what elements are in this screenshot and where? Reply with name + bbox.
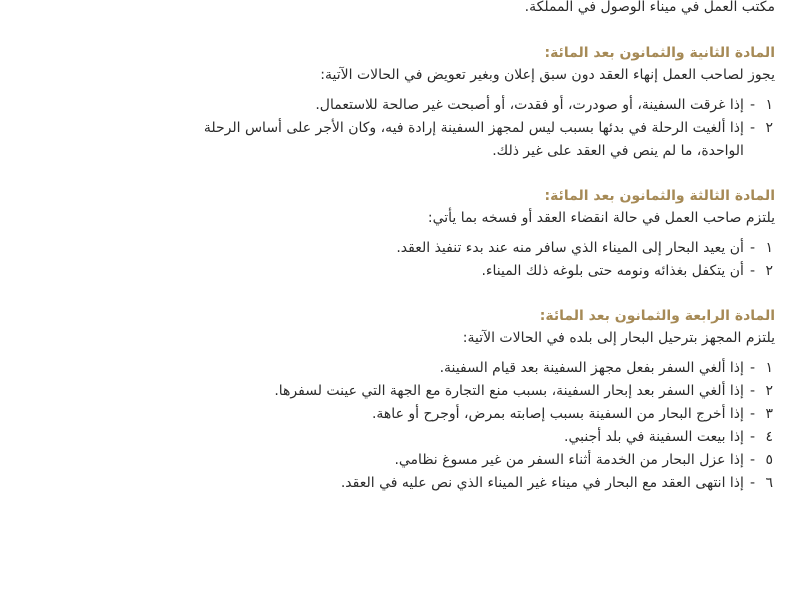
article-lead: يلتزم صاحب العمل في حالة انقضاء العقد أو فسخه بما يأتي:: [427, 210, 775, 226]
clause-number: ٣: [765, 406, 773, 422]
clause-dash: -: [749, 452, 755, 468]
clause-item: [15, 426, 775, 449]
clause-text: إذا ألغي السفر بعد إبحار السفينة، بسبب منع التجارة مع الجهة التي عينت لسفرها.: [274, 383, 744, 399]
clause-dash: -: [749, 475, 755, 491]
clause-dash: -: [749, 240, 755, 256]
clause-item: [15, 403, 775, 426]
clause-text: أن يتكفل بغذائه ونومه حتى بلوغه ذلك الميناء.: [481, 263, 744, 279]
clause-number: ٥: [765, 452, 773, 468]
article-lead: يجوز لصاحب العمل إنهاء العقد دون سبق إعلان وبغير تعويض في الحالات الآتية:: [320, 67, 775, 83]
clause-text: إذا ألغيت الرحلة في بدئها بسبب ليس لمجهز السفينة إرادة فيه، وكان الأجر على أساس الرحلة الواحدة، ما لم ينص في العقد على غير ذلك.: [203, 120, 744, 159]
clause-number: ١: [765, 97, 773, 113]
article-183: [15, 185, 775, 283]
article-184: [15, 305, 775, 495]
clause-dash: -: [749, 120, 755, 136]
clause-number: ٤: [765, 429, 773, 445]
document-page: [15, 0, 775, 517]
clause-list: [15, 357, 775, 495]
clause-dash: -: [749, 383, 755, 399]
clause-number: ١: [765, 360, 773, 376]
intro-line: مكتب العمل في ميناء الوصول في المملكة.: [524, 0, 775, 15]
clause-number: ١: [765, 240, 773, 256]
clause-item: [15, 117, 775, 163]
clause-dash: -: [749, 360, 755, 376]
clause-list: [15, 94, 775, 163]
clause-item: [15, 237, 775, 260]
clause-text: إذا ألغي السفر بفعل مجهز السفينة بعد قيام السفينة.: [439, 360, 744, 376]
clause-item: [15, 472, 775, 495]
clause-text: أن يعيد البحار إلى الميناء الذي سافر منه عند بدء تنفيذ العقد.: [396, 240, 744, 256]
clause-item: [15, 94, 775, 117]
article-title: المادة الثالثة والثمانون بعد المائة:: [544, 188, 775, 204]
clause-text: إذا عزل البحار من الخدمة أثناء السفر من غير مسوغ نظامي.: [394, 452, 744, 468]
article-title: المادة الرابعة والثمانون بعد المائة:: [539, 308, 775, 324]
clause-item: [15, 357, 775, 380]
article-182: [15, 42, 775, 163]
clause-text: إذا بيعت السفينة في بلد أجنبي.: [564, 429, 744, 445]
clause-text: إذا غرقت السفينة، أو صودرت، أو فقدت، أو أصبحت غير صالحة للاستعمال.: [315, 97, 744, 113]
clause-item: [15, 260, 775, 283]
clause-text: إذا انتهى العقد مع البحار في ميناء غير الميناء الذي نص عليه في العقد.: [340, 475, 744, 491]
clause-dash: -: [749, 429, 755, 445]
clause-number: ٢: [765, 383, 773, 399]
clause-dash: -: [749, 97, 755, 113]
clause-number: ٦: [765, 475, 773, 491]
clause-item: [15, 380, 775, 403]
article-lead: يلتزم المجهز بترحيل البحار إلى بلده في الحالات الآتية:: [462, 330, 775, 346]
clause-dash: -: [749, 263, 755, 279]
clause-list: [15, 237, 775, 283]
clause-dash: -: [749, 406, 755, 422]
clause-item: [15, 449, 775, 472]
clause-number: ٢: [765, 120, 773, 136]
clause-number: ٢: [765, 263, 773, 279]
article-title: المادة الثانية والثمانون بعد المائة:: [544, 45, 775, 61]
clause-text: إذا أخرج البحار من السفينة بسبب إصابته بمرض، أوجرح أو عاهة.: [371, 406, 744, 422]
